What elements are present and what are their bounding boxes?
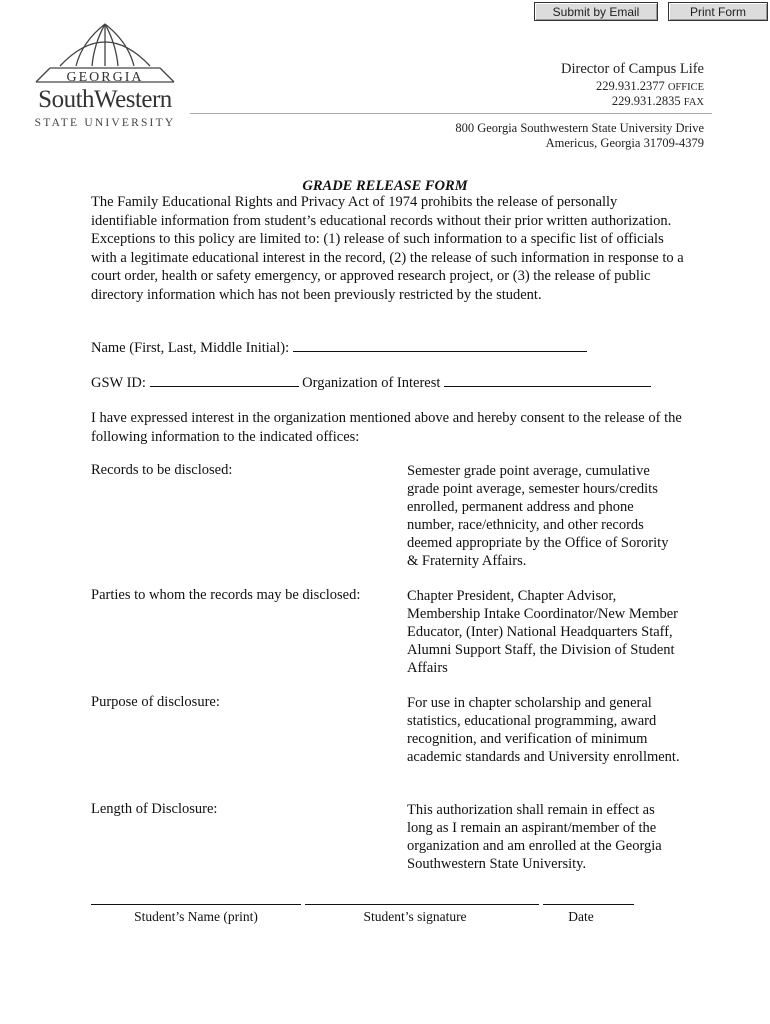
records-value: Semester grade point average, cumulative grade point average, semester hours/credits enrolled, permanent address and phone number, race/ethnicity, and other records deemed appropriate by the Office of Sorority & Fraternity Affairs. bbox=[407, 463, 669, 569]
contact-title: Director of Campus Life bbox=[561, 61, 704, 77]
address-line-1: 800 Georgia Southwestern State University Drive bbox=[455, 121, 704, 135]
submit-by-email-button[interactable]: Submit by Email bbox=[534, 2, 658, 21]
office-label: OFFICE bbox=[667, 82, 704, 93]
date-line[interactable] bbox=[543, 904, 634, 905]
parties-label: Parties to whom the records may be disclosed: bbox=[91, 587, 361, 603]
id-org-row bbox=[91, 374, 651, 392]
form-title: GRADE RELEASE FORM bbox=[302, 178, 468, 194]
fax-phone-number: 229.931.2835 bbox=[611, 94, 681, 108]
consent-statement: I have expressed interest in the organization mentioned above and hereby consent to the release of the following information to the indicated offices: bbox=[91, 410, 682, 445]
student-signature-line[interactable] bbox=[305, 904, 539, 905]
header-divider bbox=[190, 113, 712, 114]
fax-label: FAX bbox=[683, 97, 704, 108]
length-label: Length of Disclosure: bbox=[91, 801, 218, 817]
date-label: Date bbox=[568, 909, 594, 924]
length-value: This authorization shall remain in effect as long as I remain an aspirant/member of the organization and am enrolled at the Georgia Southwestern State University. bbox=[407, 802, 662, 872]
purpose-label: Purpose of disclosure: bbox=[91, 694, 220, 710]
fax-phone bbox=[612, 94, 704, 109]
records-label: Records to be disclosed: bbox=[91, 462, 233, 478]
name-field-row bbox=[91, 339, 587, 357]
name-input-line[interactable] bbox=[293, 339, 587, 352]
logo-southwestern-text: SouthWestern bbox=[38, 86, 172, 113]
logo-georgia-text: GEORGIA bbox=[66, 70, 144, 85]
organization-label: Organization of Interest bbox=[302, 375, 441, 391]
ferpa-intro: The Family Educational Rights and Privacy Act of 1974 prohibits the release of personally identifiable information from student’s educational records without their prior written authorization. Exceptions to this policy are limited to: (1) release of such information to a specific list of officials with a legitimate educational interest in the record, (2) the release of such information in response to a court order, health or safety emergency, or approved research project, or (3) the release of public directory information which has not been previously restricted by the student. bbox=[91, 194, 684, 303]
address-line-2: Americus, Georgia 31709-4379 bbox=[545, 136, 704, 150]
parties-value: Chapter President, Chapter Advisor, Membership Intake Coordinator/New Member Educator, (Inter) National Headquarters Staff, Alumni Support Staff, the Division of Student Affairs bbox=[407, 588, 678, 676]
office-phone bbox=[596, 79, 704, 94]
name-label: Name (First, Last, Middle Initial): bbox=[91, 340, 290, 356]
student-name-line[interactable] bbox=[91, 904, 301, 905]
university-logo bbox=[30, 20, 180, 135]
student-signature-label: Student’s signature bbox=[363, 909, 467, 924]
student-name-label: Student’s Name (print) bbox=[134, 909, 258, 924]
purpose-value: For use in chapter scholarship and general statistics, educational programming, award recognition, and verification of minimum academic standards and University enrollment. bbox=[407, 695, 680, 765]
logo-state-university-text: STATE UNIVERSITY bbox=[34, 117, 176, 129]
gsw-id-label: GSW ID: bbox=[91, 375, 146, 391]
gsw-id-input-line[interactable] bbox=[150, 374, 299, 387]
office-phone-number: 229.931.2377 bbox=[595, 79, 665, 93]
organization-input-line[interactable] bbox=[444, 374, 651, 387]
print-form-button[interactable]: Print Form bbox=[668, 2, 768, 21]
